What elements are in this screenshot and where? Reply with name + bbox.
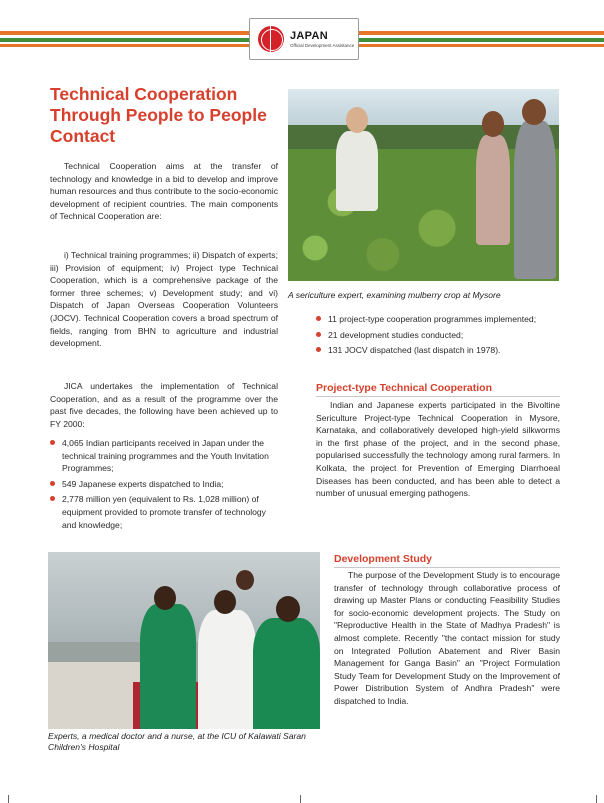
crop-mark — [596, 795, 597, 803]
divider — [316, 396, 560, 397]
bullet-icon — [50, 440, 55, 445]
list-item: 2,778 million yen (equivalent to Rs. 1,028 million) of equipment provided to promote transfer of technology and knowledge; — [50, 493, 278, 531]
divider — [334, 567, 560, 568]
development-study-heading: Development Study — [334, 553, 433, 565]
crop-mark — [300, 795, 301, 803]
crop-mark — [8, 795, 9, 803]
logo-subtitle: Official Development Assistance — [290, 43, 355, 48]
list-item: 4,065 Indian participants received in Japan under the technical training programmes and the Youth Invitation Programmes; — [50, 437, 278, 475]
bullet-icon — [316, 347, 321, 352]
achievements-list-left — [50, 437, 278, 534]
hospital-icu-photo — [48, 552, 320, 729]
list-item: 21 development studies conducted; — [316, 329, 560, 342]
oda-logo — [249, 18, 359, 60]
bullet-icon — [50, 496, 55, 501]
bullet-icon — [316, 316, 321, 321]
intro-paragraph-1: Technical Cooperation aims at the transfer of technology and knowledge in a bid to develop and improve human resources and thus contribute to the socio-economic development of recipient countries. The main components of Technical Cooperation are: — [50, 161, 278, 222]
list-item: 131 JOCV dispatched (last dispatch in 1978). — [316, 344, 560, 357]
project-type-heading: Project-type Technical Cooperation — [316, 382, 493, 394]
intro-paragraph-2: i) Technical training programmes; ii) Dispatch of experts; iii) Provision of equipment; iv) Project type Technical Cooperation, which is a comprehensive package of the former three schemes; v) Development study; and vi) Dispatch of Japan Overseas Cooperation Volunteers (JOCV). Technical Cooperation covers a broad spectrum of fields, ranging from BHN to agriculture and industrial development. — [50, 250, 278, 349]
sericulture-photo — [288, 89, 559, 281]
list-item: 11 project-type cooperation programmes implemented; — [316, 313, 560, 326]
bullet-icon — [50, 481, 55, 486]
page-title: Technical Cooperation Through People to People Contact — [50, 84, 267, 146]
list-item: 549 Japanese experts dispatched to India; — [50, 478, 278, 491]
project-type-text: Indian and Japanese experts participated in the Bivoltine Sericulture Project-type Technical Cooperation in Mysore, Karnataka, and collaboratively developed high-yield silkworms in the first phase of the project, and in the second phase, popularised successfully the technology among rural farmers. In Kolkata, the project for Prevention of Emerging Diarrhoeal Diseases has been conducted, and has been able to detect a number of unusual emerging pathogens. — [316, 400, 560, 499]
logo-title: JAPAN — [290, 30, 328, 42]
photo-caption-bottom: Experts, a medical doctor and a nurse, at the ICU of Kalawati Saran Children's Hospital — [48, 731, 306, 752]
intro-paragraph-3: JICA undertakes the implementation of Technical Cooperation, and as a result of the programme over the past five decades, the following have been achieved up to FY 2000: — [50, 381, 278, 429]
achievements-list-right — [316, 313, 560, 360]
bullet-icon — [316, 332, 321, 337]
globe-icon — [258, 26, 284, 52]
photo-caption-top: A sericulture expert, examining mulberry crop at Mysore — [288, 290, 501, 300]
development-study-text: The purpose of the Development Study is to encourage transfer of technology through collaborative process of drawing up Master Plans or conducting Feasibility Studies for socio-economic development projects. The Study on "Reproductive Health in the State of Madhya Pradesh" is almost complete. Recently "the contact mission for study on Integrated Pollution Abatement and River Basin Management for Ganga Basin" an "Project Formulation Study Team for Development Study on the Improvement of Power Distribution System of Andhra Pradesh" were dispatched to India. — [334, 570, 560, 706]
